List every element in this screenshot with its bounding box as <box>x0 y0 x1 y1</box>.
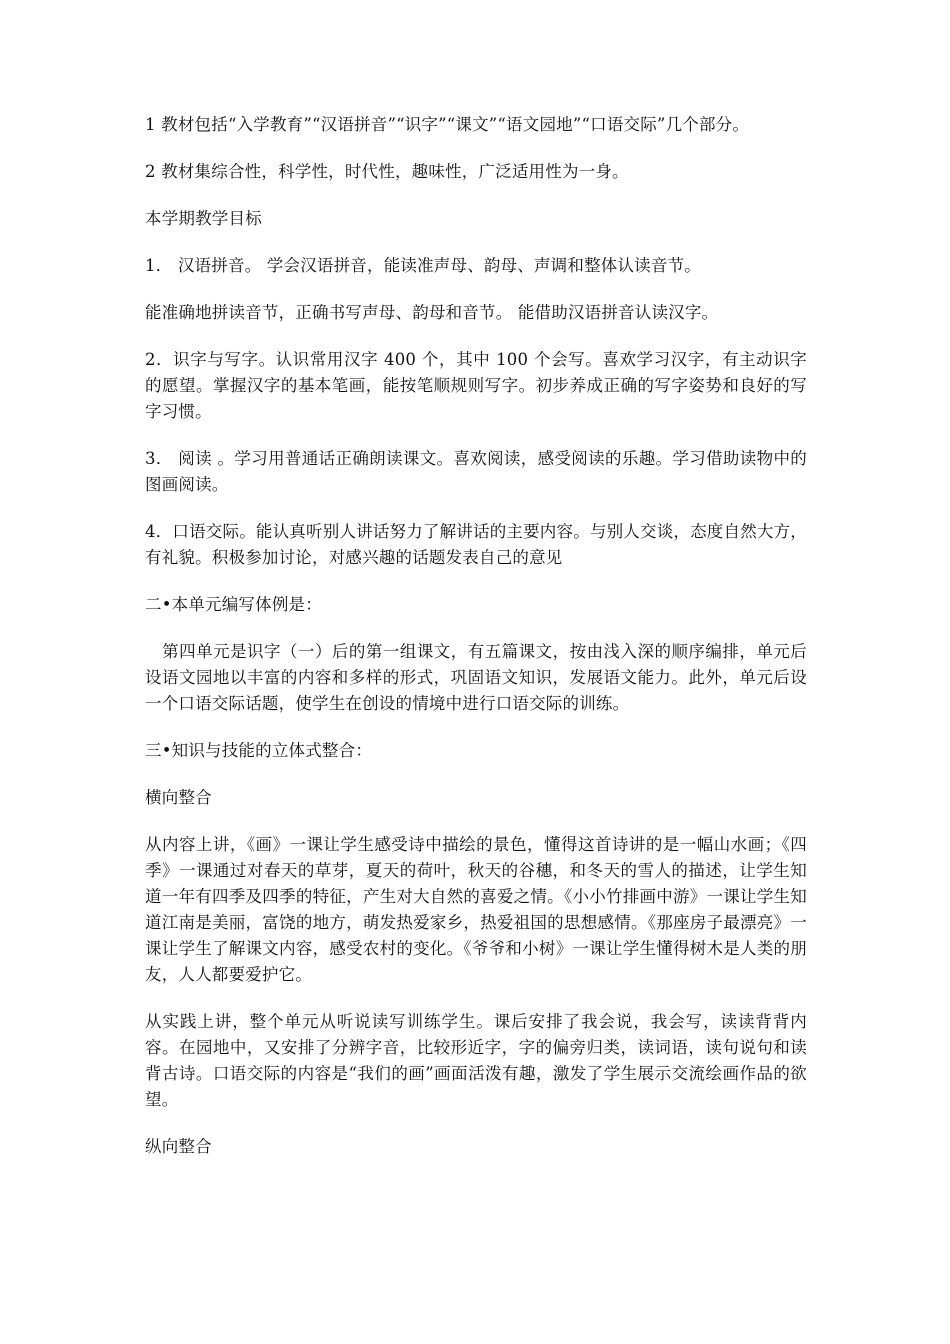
heading-semester-goals: 本学期教学目标 <box>145 209 262 228</box>
paragraph-goal-pinyin: 1． 汉语拼音。 学会汉语拼音，能读准声母、韵母、声调和整体认读音节。 <box>145 256 701 275</box>
paragraph-goal-literacy: 2．识字与写字。认识常用汉字 400 个，其中 100 个会写。喜欢学习汉字，有主动识字的愿望。掌握汉字的基本笔画，能按笔顺规则写字。初步养成正确的写字姿势和良好的写字习惯。 <box>145 350 807 421</box>
heading-vertical-integration: 纵向整合 <box>145 1137 212 1156</box>
paragraph-goal-oral: 4．口语交际。能认真听别人讲话努力了解讲话的主要内容。与别人交谈，态度自然大方，有礼貌。积极参加讨论，对感兴趣的话题发表自己的意见 <box>145 522 807 567</box>
paragraph-content-integration: 从内容上讲，《画》一课让学生感受诗中描绘的景色，懂得这首诗讲的是一幅山水画；《四季》一课通过对春天的草芽，夏天的荷叶，秋天的谷穗，和冬天的雪人的描述，让学生知道一年有四季及四季的特征，产生对大自然的喜爱之情。《小小竹排画中游》一课让学生知道江南是美丽，富饶的地方，萌发热爱家乡，热爱祖国的思想感情。《那座房子最漂亮》一课让学生了解课文内容，感受农村的变化。《爷爷和小树》一课让学生懂得树木是人类的朋友，人人都要爱护它。 <box>145 835 807 984</box>
paragraph-goal-reading: 3． 阅读 。学习用普通话正确朗读课文。喜欢阅读，感受阅读的乐趣。学习借助读物中的图画阅读。 <box>145 449 807 494</box>
paragraph-goal-pinyin-detail: 能准确地拼读音节，正确书写声母、韵母和音节。 能借助汉语拼音认读汉字。 <box>145 303 719 322</box>
document-body <box>145 112 807 1181</box>
paragraph-unit-structure: 第四单元是识字（一）后的第一组课文，有五篇课文，按由浅入深的顺序编排，单元后设语文园地以丰富的内容和多样的形式，巩固语文知识，发展语文能力。此外，单元后设一个口语交际话题，使学生在创设的情境中进行口语交际的训练。 <box>145 642 807 713</box>
heading-horizontal-integration: 横向整合 <box>145 788 212 807</box>
paragraph-practice-integration: 从实践上讲，整个单元从听说读写训练学生。课后安排了我会说，我会写，读读背背内容。在园地中，又安排了分辨字音，比较形近字，字的偏旁归类，读词语，读句说句和读背古诗。口语交际的内容是“我们的画”画面活泼有趣，激发了学生展示交流绘画作品的欲望。 <box>145 1012 807 1109</box>
paragraph-textbook-features: 2 教材集综合性，科学性，时代性，趣味性，广泛适用性为一身。 <box>145 162 629 181</box>
heading-integration: 三•知识与技能的立体式整合： <box>145 741 373 760</box>
heading-unit-structure: 二•本单元编写体例是： <box>145 595 322 614</box>
paragraph-textbook-parts: 1 教材包括“入学教育”“汉语拼音”“识字”“课文”“语文园地”“口语交际”几个部分。 <box>145 115 750 134</box>
